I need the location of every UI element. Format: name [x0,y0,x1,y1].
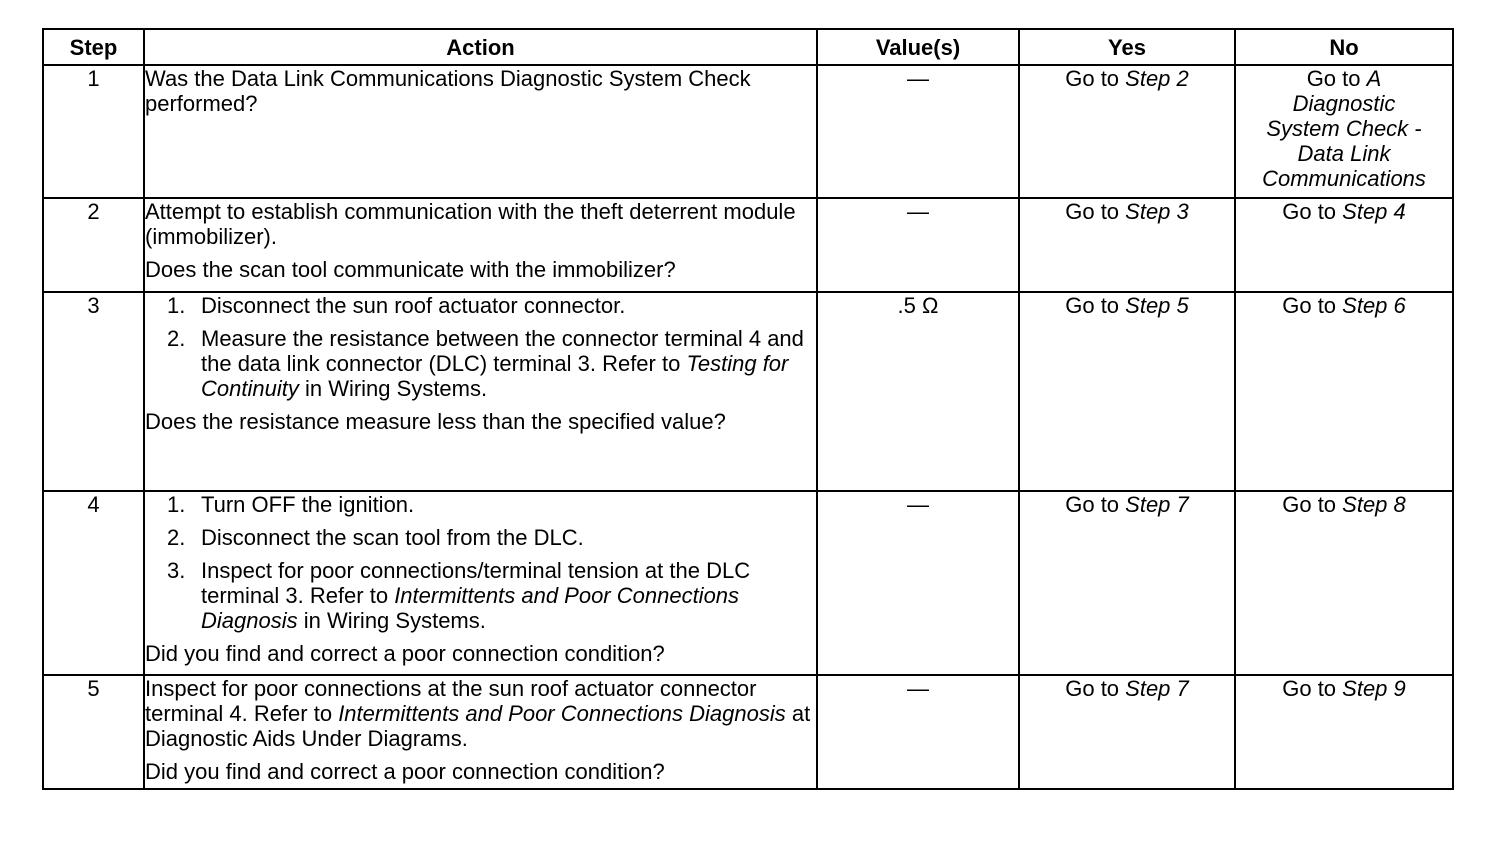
table-row [43,675,1453,789]
table-row [43,65,1453,198]
no-line-2: Diagnostic [1292,91,1396,116]
substep-text: Disconnect the scan tool from the DLC. [201,525,584,550]
yes-cell [1019,198,1235,292]
no-prefix: Go to [1282,199,1343,224]
header-values: Value(s) [817,29,1019,65]
substep-item [145,558,816,633]
action-question: Did you find and correct a poor connection condition? [145,641,665,666]
value-cell: — [817,198,1019,292]
substep-text: Inspect for poor connections/terminal tension at the DLC terminal 3. Refer to [201,558,751,608]
substep-number: 2. [167,326,186,351]
action-cell [144,491,817,675]
action-text-head: Inspect for poor connections at the sun roof actuator connector terminal 4. Refer to [145,676,757,726]
no-line-1 [1236,66,1452,91]
yes-prefix: Go to [1065,199,1126,224]
action-text: Attempt to establish communication with the theft deterrent module (immobilizer). [145,199,796,249]
no-prefix: Go to [1282,293,1343,318]
no-cell [1235,65,1453,198]
yes-prefix: Go to [1065,676,1126,701]
value-cell: — [817,675,1019,789]
yes-step-link: Step 7 [1125,676,1189,701]
no-prefix: Go to [1282,676,1343,701]
table-row [43,491,1453,675]
no-cell [1235,491,1453,675]
no-cell [1235,198,1453,292]
no-prefix: Go to [1282,492,1343,517]
substep-text: Disconnect the sun roof actuator connector. [201,293,626,318]
value-cell: — [817,65,1019,198]
header-no: No [1235,29,1453,65]
action-question: Does the scan tool communicate with the immobilizer? [145,257,676,282]
step-number: 1 [43,65,144,198]
substep-ref: Testing for Continuity [201,351,789,401]
substep-number: 2. [167,525,186,550]
yes-prefix: Go to [1065,293,1126,318]
action-ref: Intermittents and Poor Connections Diagnosis [338,701,786,726]
yes-cell [1019,675,1235,789]
yes-step-link: Step 7 [1125,492,1189,517]
action-substeps [145,492,816,633]
action-cell [144,675,817,789]
step-number: 2 [43,198,144,292]
action-text [145,676,816,751]
yes-step-link: Step 3 [1125,199,1189,224]
substep-item [145,525,816,550]
substep-number: 3. [167,558,186,583]
yes-cell [1019,491,1235,675]
diagnostic-table [42,28,1454,790]
action-text: Was the Data Link Communications Diagnostic System Check performed? [145,66,751,116]
table-row [43,198,1453,292]
step-number: 5 [43,675,144,789]
substep-text: Measure the resistance between the connector terminal 4 and the data link connector (DLC) terminal 3. Refer to [201,326,804,376]
yes-prefix: Go to [1065,492,1126,517]
action-substeps [145,293,816,401]
action-cell [144,65,817,198]
yes-cell [1019,292,1235,491]
substep-text-tail: in Wiring Systems. [298,376,488,401]
no-cell [1235,292,1453,491]
substep-item [145,326,816,401]
no-step-link: Step 4 [1342,199,1406,224]
action-question: Does the resistance measure less than the specified value? [145,409,726,434]
no-line-4: Data Link [1297,141,1391,166]
action-text-tail: at Diagnostic Aids Under Diagrams. [145,701,811,751]
substep-ref: Intermittents and Poor Connections Diagnosis [201,583,740,633]
value-cell: — [817,491,1019,675]
substep-item [145,492,816,517]
yes-step-link: Step 5 [1125,293,1189,318]
substep-number: 1. [167,293,186,318]
substep-text: Turn OFF the ignition. [201,492,415,517]
step-number: 4 [43,491,144,675]
yes-step-link: Step 2 [1125,66,1189,91]
header-action: Action [144,29,817,65]
substep-text-tail: in Wiring Systems. [297,608,486,633]
action-cell [144,198,817,292]
step-number: 3 [43,292,144,491]
value-cell: .5 Ω [817,292,1019,491]
yes-prefix: Go to [1065,66,1126,91]
no-prefix: Go to [1306,66,1367,91]
no-ital-a: A [1366,66,1382,91]
yes-cell [1019,65,1235,198]
no-line-3: System Check - [1266,116,1422,141]
substep-number: 1. [167,492,186,517]
table-row [43,292,1453,491]
header-row [43,29,1453,65]
no-line-5: Communications [1262,166,1426,191]
no-step-link: Step 8 [1342,492,1406,517]
action-question: Did you find and correct a poor connection condition? [145,759,665,784]
substep-item [145,293,816,318]
no-cell [1235,675,1453,789]
no-step-link: Step 6 [1342,293,1406,318]
header-step: Step [43,29,144,65]
action-cell [144,292,817,491]
header-yes: Yes [1019,29,1235,65]
no-step-link: Step 9 [1342,676,1406,701]
